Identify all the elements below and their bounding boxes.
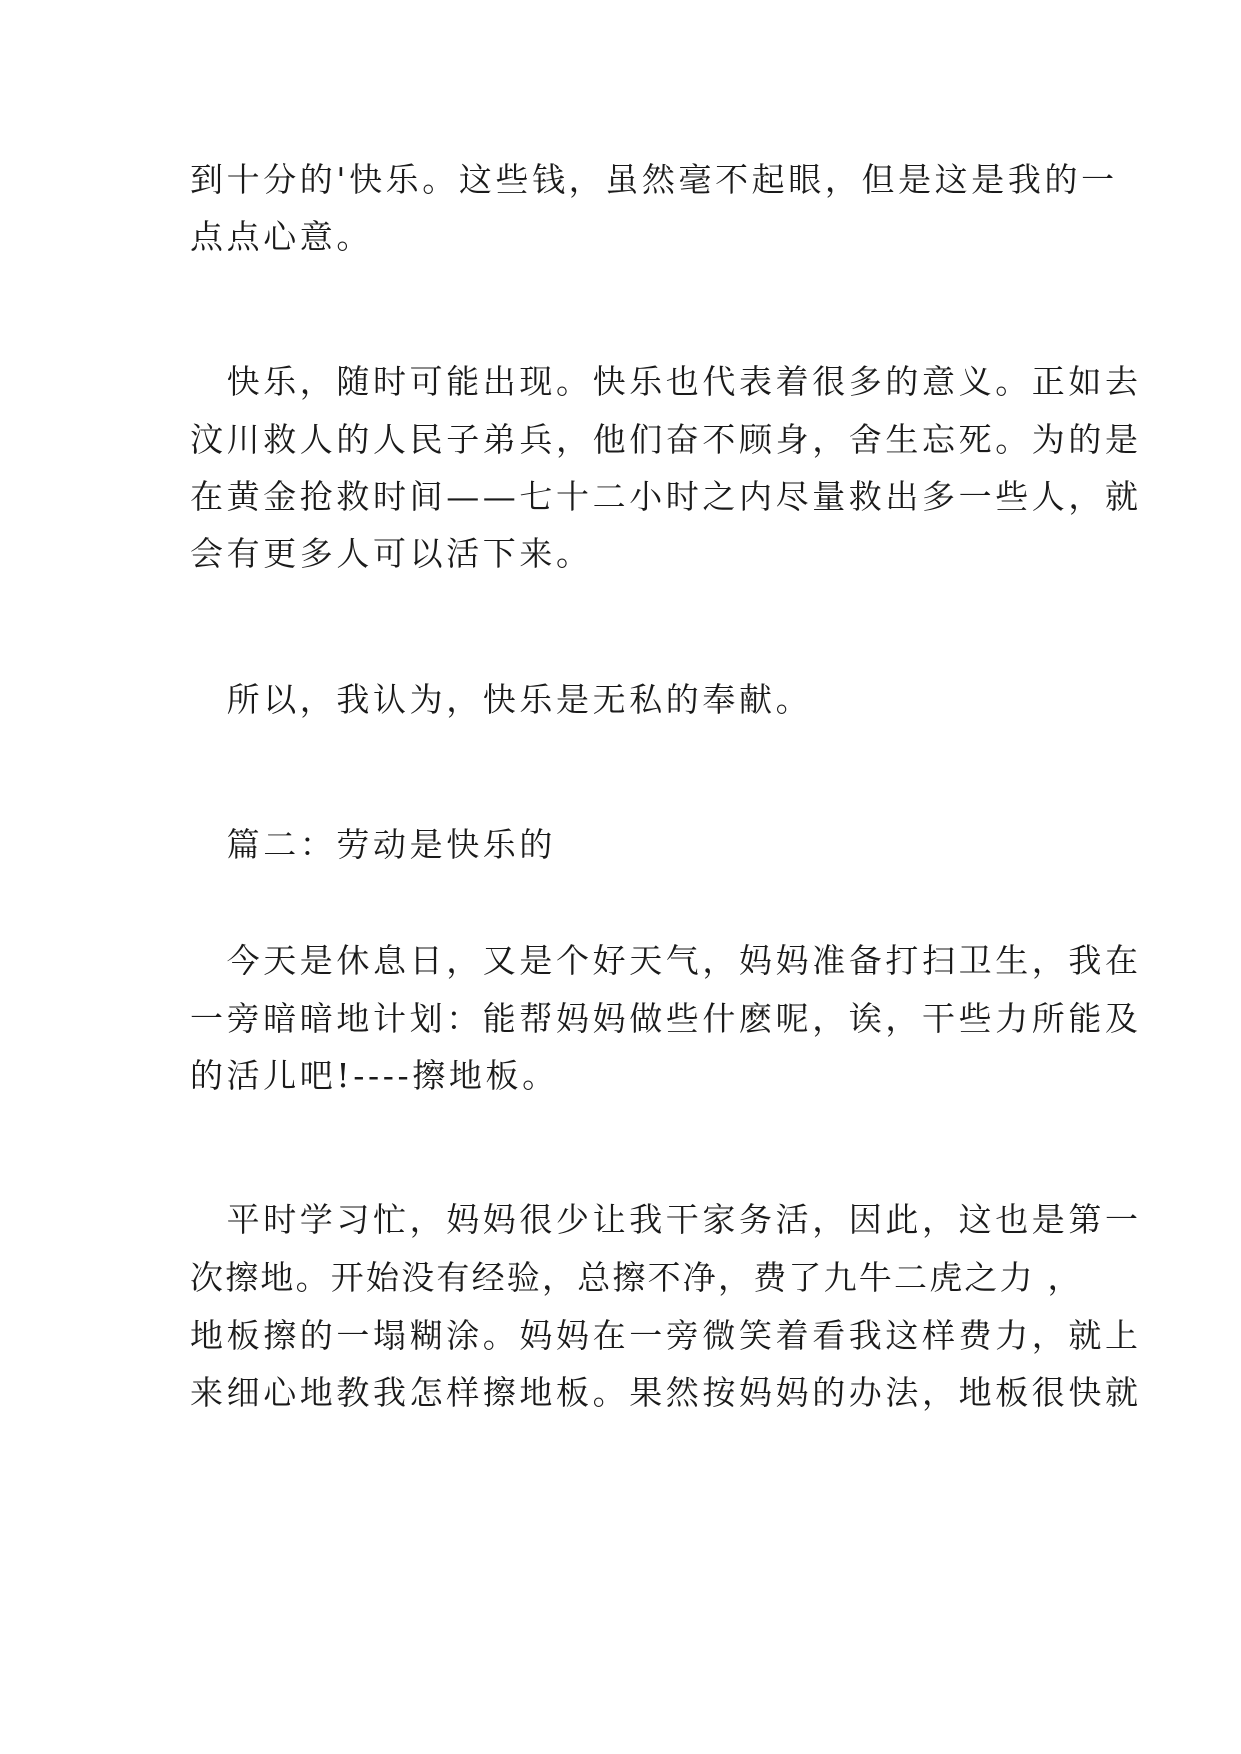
text-line: 地板擦的一塌糊涂。妈妈在一旁微笑着看我这样费力，就上 (190, 1316, 1142, 1355)
text-line: 汶川救人的人民子弟兵，他们奋不顾身，舍生忘死。为的是 (190, 420, 1142, 459)
text-line: 会有更多人可以活下来。 (190, 534, 593, 573)
text-line: 快乐，随时可能出现。快乐也代表着很多的意义。正如去 (190, 362, 1142, 401)
text-line: 在黄金抢救时间——七十二小时之内尽量救出多一些人，就 (190, 477, 1142, 516)
text-line: 一旁暗暗地计划：能帮妈妈做些什麽呢，诶，干些力所能及 (190, 999, 1142, 1038)
text-line: 来细心地教我怎样擦地板。果然按妈妈的办法，地板很快就 (190, 1373, 1142, 1412)
section-heading: 篇二：劳动是快乐的 (190, 825, 556, 864)
text-line: 今天是休息日，又是个好天气，妈妈准备打扫卫生，我在 (190, 941, 1142, 980)
text-line: 所以，我认为，快乐是无私的奉献。 (190, 680, 813, 719)
text-line: 次擦地。开始没有经验，总擦不净，费了九牛二虎之力 ， (190, 1258, 1083, 1297)
text-line: 到十分的'快乐。这些钱，虽然毫不起眼，但是这是我的一 (190, 160, 1118, 199)
text-line: 平时学习忙，妈妈很少让我干家务活，因此，这也是第一 (190, 1200, 1142, 1239)
text-line: 的活儿吧!----擦地板。 (190, 1056, 559, 1095)
text-line: 点点心意。 (190, 217, 373, 256)
